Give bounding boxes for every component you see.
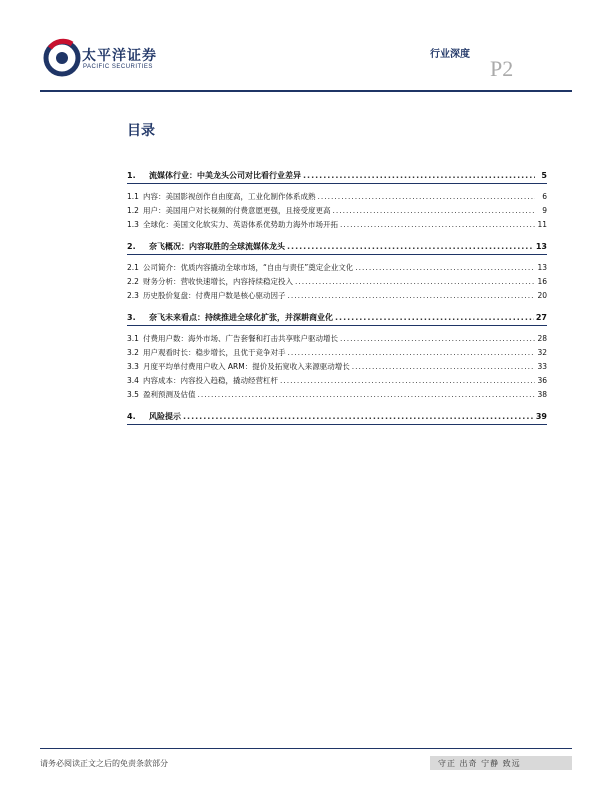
toc-section-entry[interactable] xyxy=(127,372,547,386)
footer-motto-box xyxy=(430,756,572,770)
toc-leader-dots xyxy=(295,277,535,287)
toc-chapter-entry[interactable] xyxy=(127,307,547,323)
toc-title: 目录 xyxy=(127,123,155,139)
toc-entry-number: 3.2 xyxy=(127,348,139,357)
pacific-securities-logo-icon xyxy=(42,38,82,78)
toc-entry-number: 2.3 xyxy=(127,291,139,300)
toc-section-entry[interactable] xyxy=(127,188,547,202)
toc-leader-dots xyxy=(352,362,535,372)
brand-name-en: PACIFIC SECURITIES xyxy=(83,64,153,70)
toc-leader-dots xyxy=(340,334,535,344)
toc-entry-label xyxy=(127,263,353,273)
footer-motto: 守正 出奇 宁静 致远 xyxy=(438,759,521,768)
report-type: 行业深度 xyxy=(430,49,470,60)
toc-chapter-entry[interactable] xyxy=(127,165,547,181)
toc-section-entry[interactable] xyxy=(127,287,547,301)
toc-entry-text: 内容：美国影视创作自由度高，工业化制作体系成熟 xyxy=(143,192,316,201)
toc-section-entry[interactable] xyxy=(127,259,547,273)
toc-entry-page: 16 xyxy=(537,277,547,286)
toc-entry-text: 奈飞未来看点：持续推进全球化扩张，并深耕商业化 xyxy=(149,313,333,322)
toc-entry-page: 9 xyxy=(542,206,547,215)
toc-entry-label xyxy=(127,376,278,386)
toc-entry-page: 11 xyxy=(537,220,547,229)
toc-leader-dots xyxy=(287,242,534,252)
toc-entry-page: 38 xyxy=(537,390,547,399)
toc-leader-dots xyxy=(183,412,534,422)
toc-entry-page: 20 xyxy=(537,291,547,300)
toc-entry-label xyxy=(127,412,181,422)
toc-leader-dots xyxy=(288,348,536,358)
chapter-rule xyxy=(127,254,547,255)
toc-entry-number: 4. xyxy=(127,412,136,421)
toc-entry-page: 6 xyxy=(542,192,547,201)
footer-divider xyxy=(40,748,572,749)
toc-entry-text: 内容成本：内容投入趋稳，撬动经营杠杆 xyxy=(143,376,278,385)
table-of-contents xyxy=(127,165,547,429)
toc-entry-label xyxy=(127,277,293,287)
toc-entry-page: 13 xyxy=(537,263,547,272)
toc-leader-dots xyxy=(355,263,535,273)
toc-leader-dots xyxy=(280,376,535,386)
toc-entry-text: 用户观看时长：稳步增长，且优于竞争对手 xyxy=(143,348,286,357)
toc-leader-dots xyxy=(333,206,536,216)
chapter-rule xyxy=(127,183,547,184)
toc-entry-page: 36 xyxy=(537,376,547,385)
toc-entry-label xyxy=(127,313,333,323)
toc-entry-label xyxy=(127,192,316,202)
toc-section-entry[interactable] xyxy=(127,358,547,372)
toc-entry-number: 1.2 xyxy=(127,206,139,215)
toc-entry-text: 奈飞概况：内容取胜的全球流媒体龙头 xyxy=(149,242,285,251)
toc-section-entry[interactable] xyxy=(127,273,547,287)
toc-entry-label xyxy=(127,390,196,400)
toc-entry-text: 付费用户数：海外市场、广告套餐和打击共享账户驱动增长 xyxy=(143,334,338,343)
toc-entry-label xyxy=(127,334,338,344)
toc-entry-number: 1.1 xyxy=(127,192,139,201)
toc-entry-label xyxy=(127,242,285,252)
toc-entry-page: 5 xyxy=(541,171,547,180)
toc-entry-number: 3.1 xyxy=(127,334,139,343)
toc-entry-number: 3. xyxy=(127,313,136,322)
toc-entry-text: 盈利预测及估值 xyxy=(143,390,196,399)
toc-entry-page: 33 xyxy=(537,362,547,371)
toc-entry-text: 全球化：美国文化软实力、英语体系优势助力海外市场开拓 xyxy=(143,220,338,229)
toc-leader-dots xyxy=(288,291,536,301)
toc-section-entry[interactable] xyxy=(127,216,547,230)
toc-entry-label xyxy=(127,171,301,181)
brand-name-cn: 太平洋证券 xyxy=(82,48,157,64)
toc-leader-dots xyxy=(340,220,535,230)
footer-disclaimer: 请务必阅读正文之后的免责条款部分 xyxy=(40,759,168,768)
toc-entry-page: 32 xyxy=(537,348,547,357)
chapter-rule xyxy=(127,325,547,326)
toc-leader-dots xyxy=(198,390,536,400)
toc-entry-number: 3.3 xyxy=(127,362,139,371)
toc-entry-number: 3.4 xyxy=(127,376,139,385)
toc-entry-text: 风险提示 xyxy=(149,412,181,421)
toc-entry-number: 2. xyxy=(127,242,136,251)
toc-leader-dots xyxy=(303,171,535,181)
toc-entry-page: 28 xyxy=(537,334,547,343)
toc-entry-page: 13 xyxy=(535,242,547,251)
toc-entry-text: 月度平均单付费用户收入 ARM：提价及拓宽收入来源驱动增长 xyxy=(143,362,350,371)
toc-entry-label xyxy=(127,362,350,372)
toc-entry-number: 1. xyxy=(127,171,136,180)
chapter-rule xyxy=(127,424,547,425)
toc-entry-text: 公司简介：优质内容撬动全球市场，“自由与责任”奠定企业文化 xyxy=(143,263,354,272)
toc-entry-label xyxy=(127,348,286,358)
toc-chapter-entry[interactable] xyxy=(127,236,547,252)
header-divider xyxy=(40,90,572,92)
page-number: P2 xyxy=(490,56,514,81)
toc-entry-number: 3.5 xyxy=(127,390,139,399)
toc-section-entry[interactable] xyxy=(127,330,547,344)
toc-section-entry[interactable] xyxy=(127,202,547,216)
toc-entry-page: 39 xyxy=(535,412,547,421)
toc-entry-text: 流媒体行业：中美龙头公司对比看行业差异 xyxy=(149,171,301,180)
toc-entry-text: 用户：美国用户对长视频的付费意愿更强，且接受度更高 xyxy=(143,206,331,215)
toc-section-entry[interactable] xyxy=(127,386,547,400)
toc-entry-label xyxy=(127,206,331,216)
toc-entry-label xyxy=(127,291,286,301)
toc-entry-page: 27 xyxy=(535,313,547,322)
toc-entry-number: 2.2 xyxy=(127,277,139,286)
toc-leader-dots xyxy=(335,313,534,323)
toc-entry-number: 1.3 xyxy=(127,220,139,229)
toc-entry-label xyxy=(127,220,338,230)
toc-entry-number: 2.1 xyxy=(127,263,139,272)
toc-entry-text: 历史股价复盘：付费用户数是核心驱动因子 xyxy=(143,291,286,300)
toc-section-entry[interactable] xyxy=(127,344,547,358)
page-header xyxy=(0,0,612,95)
toc-entry-text: 财务分析：营收快速增长，内容持续稳定投入 xyxy=(143,277,293,286)
toc-leader-dots xyxy=(318,192,536,202)
toc-chapter-entry[interactable] xyxy=(127,406,547,422)
